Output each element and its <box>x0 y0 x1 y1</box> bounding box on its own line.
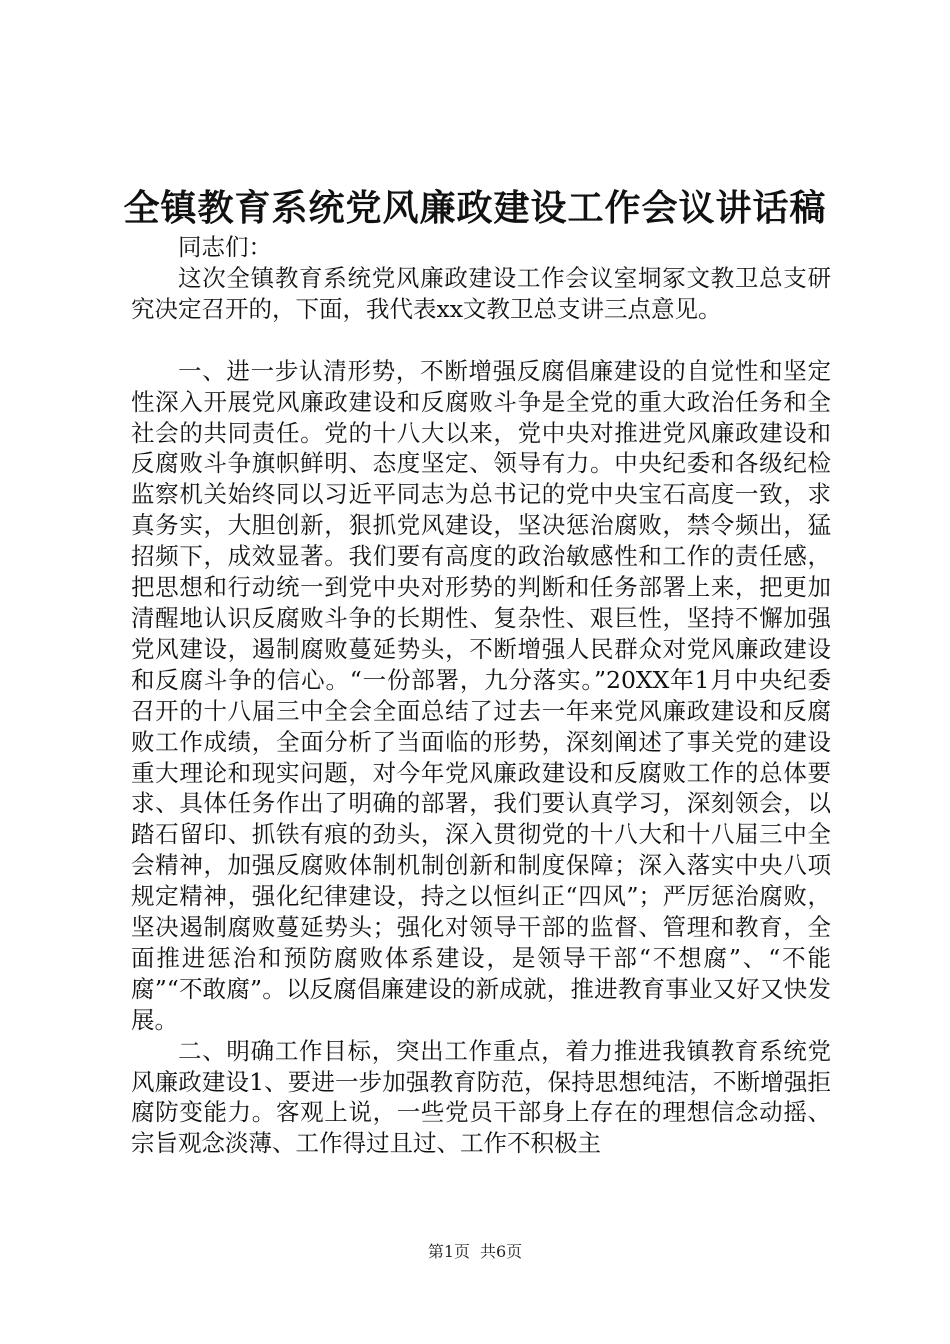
document-body <box>131 232 831 1159</box>
salutation: 同志们： <box>178 233 272 261</box>
page-total: 共6页 <box>480 1242 523 1261</box>
paragraph-section-two: 二、明确工作目标，突出工作重点，着力推进我镇教育系统党风廉政建设1、要进一步加强教育防范，保持思想纯洁，不断增强拒腐防变能力。客观上说，一些党员干部身上存在的理想信念动摇、宗旨观念淡薄、工作得过且过、工作不积极主 <box>131 1036 831 1158</box>
page-footer <box>0 1241 950 1263</box>
paragraph-section-one: 一、进一步认清形势，不断增强反腐倡廉建设的自觉性和坚定性深入开展党风廉政建设和反腐败斗争是全党的重大政治任务和全社会的共同责任。党的十八大以来，党中央对推进党风廉政建设和反腐败斗争旗帜鲜明、态度坚定、领导有力。中央纪委和各级纪检监察机关始终同以习近平同志为总书记的党中央宝石高度一致，求真务实，大胆创新，狠抓党风建设，坚决惩治腐败，禁令频出，猛招频下，成效显著。我们要有高度的政治敏感性和工作的责任感，把思想和行动统一到党中央对形势的判断和任务部署上来，把更加清醒地认识反腐败斗争的长期性、复杂性、艰巨性，坚持不懈加强党风建设，遏制腐败蔓延势头，不断增强人民群众对党风廉政建设和反腐斗争的信心。“一份部署，九分落实。”20XX年1月中央纪委召开的十八届三中全会全面总结了过去一年来党风廉政建设和反腐败工作成绩，全面分析了当面临的形势，深刻阐述了事关党的建设重大理论和现实问题，对今年党风廉政建设和反腐败工作的总体要求、具体任务作出了明确的部署，我们要认真学习，深刻领会，以踏石留印、抓铁有痕的劲头，深入贯彻党的十八大和十八届三中全会精神，加强反腐败体制机制创新和制度保障；深入落实中央八项规定精神，强化纪律建设，持之以恒纠正“四风”；严厉惩治腐败，坚决遏制腐败蔓延势头；强化对领导干部的监督、管理和教育，全面推进惩治和预防腐败体系建设，是领导干部“不想腐”、“不能腐”“不敢腐”。以反腐倡廉建设的新成就，推进教育事业又好又快发展。 <box>131 356 831 1034</box>
paragraph-intro: 这次全镇教育系统党风廉政建设工作会议室垌冢文教卫总支研究决定召开的，下面，我代表xx文教卫总支讲三点意见。 <box>131 263 831 323</box>
page-number: 第1页 <box>427 1242 470 1261</box>
document-title: 全镇教育系统党风廉政建设工作会议讲话稿 <box>123 187 827 229</box>
